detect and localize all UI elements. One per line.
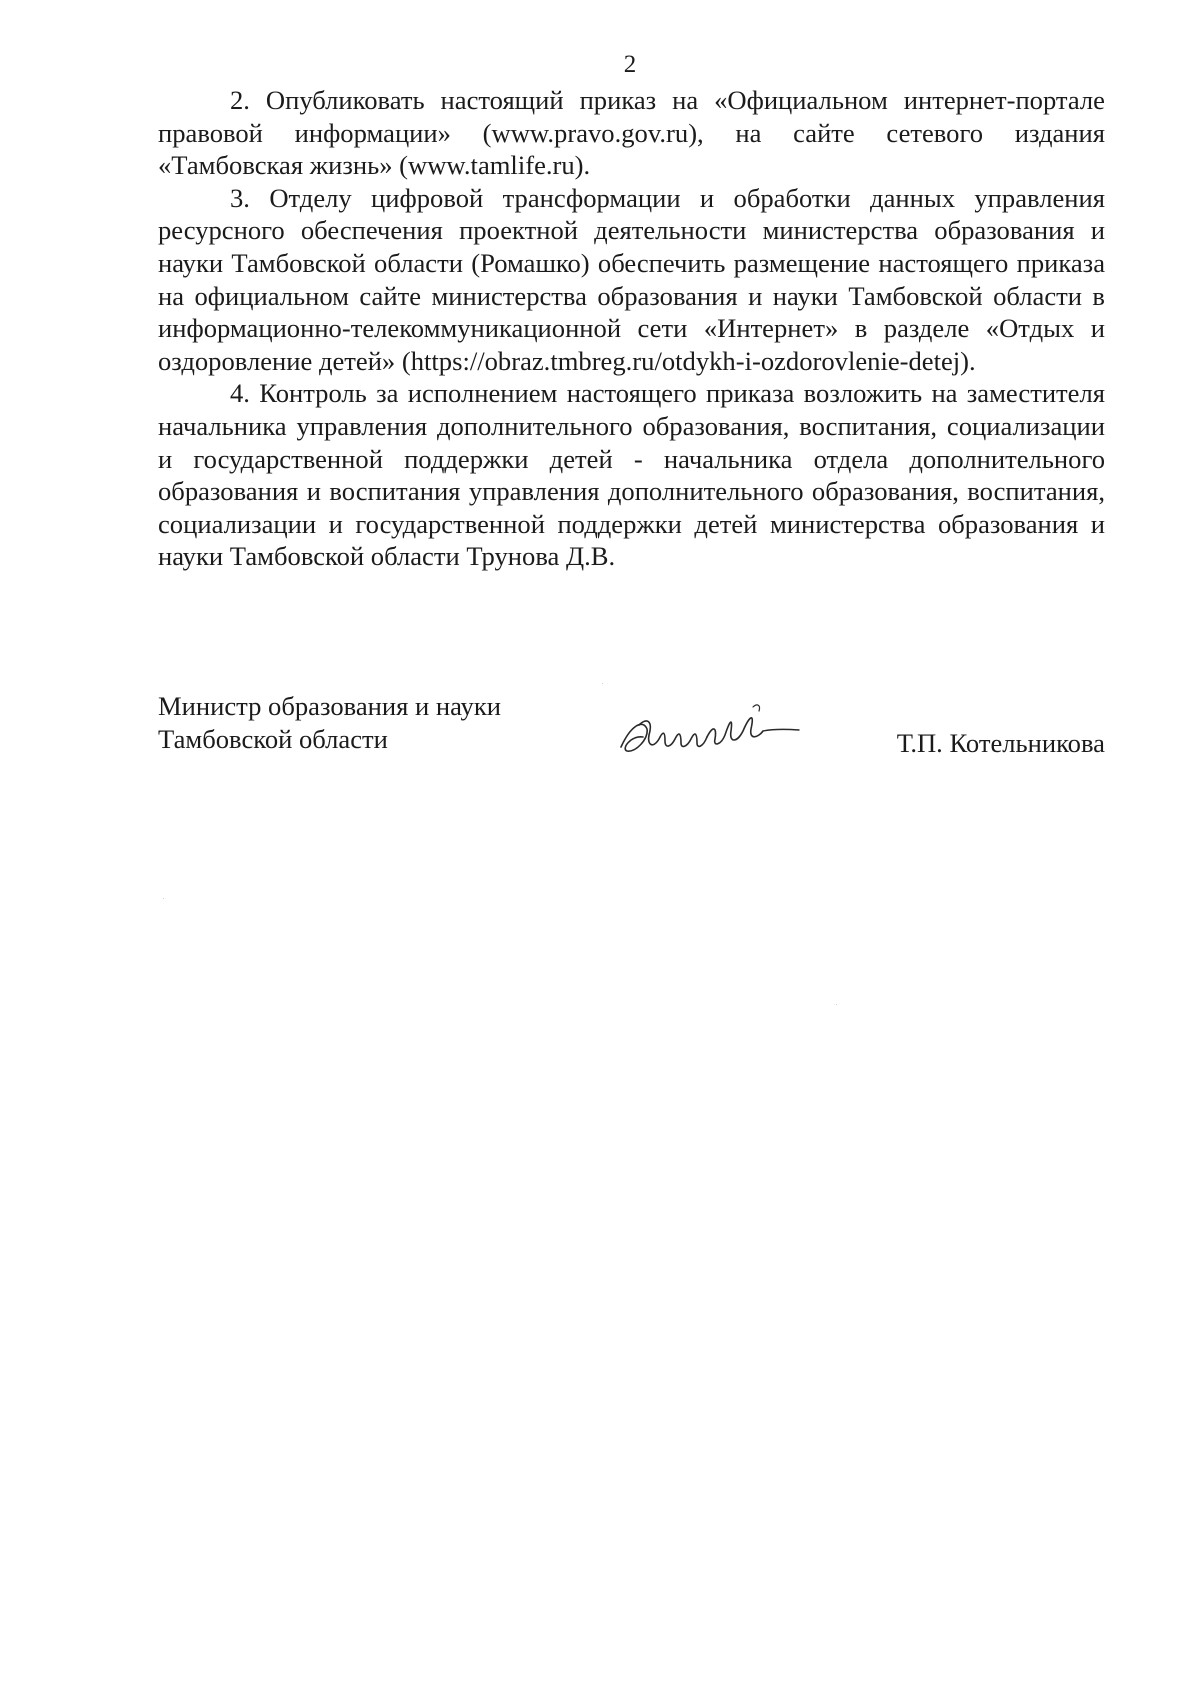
paragraph-2-number: 2. bbox=[230, 85, 250, 115]
scan-speck bbox=[836, 1004, 837, 1005]
paragraph-4 bbox=[158, 377, 1105, 573]
paragraph-3 bbox=[158, 182, 1105, 378]
scan-speck bbox=[602, 683, 603, 684]
page-number: 2 bbox=[623, 51, 637, 78]
handwritten-signature bbox=[613, 695, 803, 770]
paragraph-4-number: 4. bbox=[230, 378, 250, 409]
signer-position-line1: Министр образования и науки bbox=[158, 691, 501, 721]
paragraph-2-text: Опубликовать настоящий приказ на «Официальном интернет-портале правовой информации» (www.pravo.gov.ru), на сайте сетевого издания «Тамбовская жизнь» (www.tamlife.ru). bbox=[158, 85, 1105, 181]
signer-position bbox=[158, 690, 501, 756]
paragraph-3-number: 3. bbox=[230, 182, 250, 213]
signer-position-line2: Тамбовской области bbox=[158, 724, 388, 754]
signer-name: Т.П. Котельникова bbox=[896, 728, 1105, 758]
document-body bbox=[158, 84, 1105, 573]
paragraph-2 bbox=[158, 84, 1105, 182]
scan-speck bbox=[163, 898, 164, 899]
signature-block bbox=[158, 690, 1105, 790]
paragraph-4-text: Контроль за исполнением настоящего приказа возложить на заместителя начальника управления дополнительного образования, воспитания, социализации и государственной поддержки детей - начальника отдела дополнительного образования и воспитания управления дополнительного образования, воспитания, социализации и государственной поддержки детей министерства образования и науки Тамбовской области Трунова Д.В. bbox=[158, 378, 1105, 572]
paragraph-3-text: Отделу цифровой трансформации и обработки данных управления ресурсного обеспечения проектной деятельности министерства образования и науки Тамбовской области (Ромашко) обеспечить размещение настоящего приказа на официальном сайте министерства образования и науки Тамбовской области в информационно-телекоммуникационной сети «Интернет» в разделе «Отдых и оздоровление детей» (https://obraz.tmbreg.ru/otdykh-i-ozdorovlenie-detej). bbox=[158, 182, 1105, 376]
